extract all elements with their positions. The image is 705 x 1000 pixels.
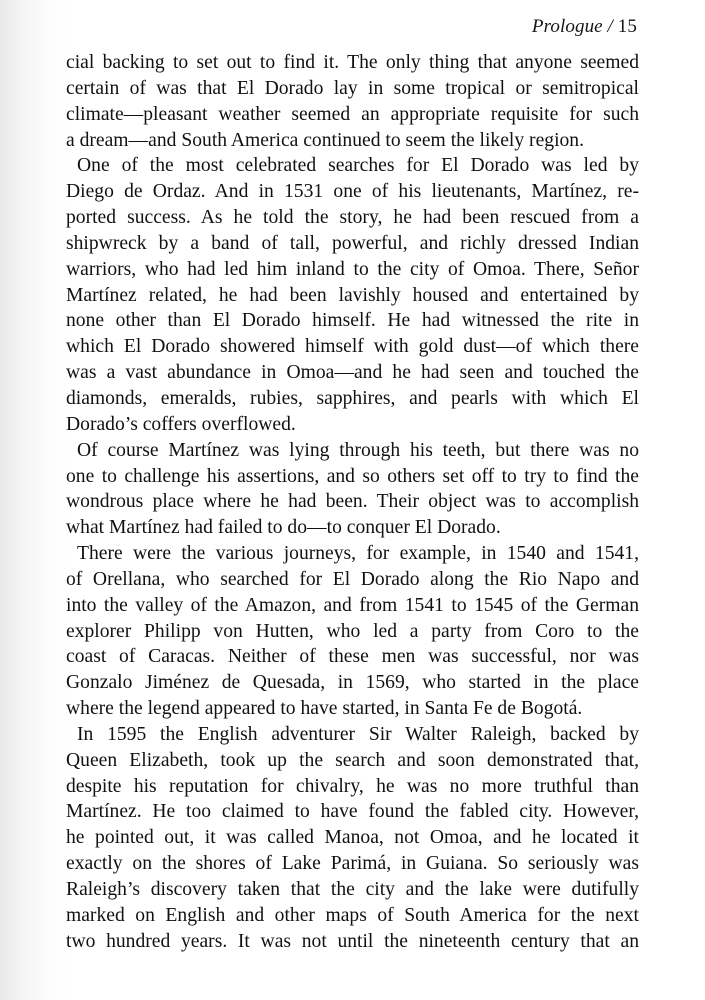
paragraph-first-line: There were the various journeys, for example, in 1540 and 1541, — [77, 543, 639, 565]
text-line: into the valley of the Amazon, and from 1541 to 1545 of the German — [66, 594, 639, 616]
body-text — [66, 50, 639, 955]
text-line: coast of Caracas. Neither of these men was successful, nor was — [66, 646, 639, 668]
paragraph-first-line: One of the most celebrated searches for El Dorado was led by — [77, 155, 639, 177]
text-line: was a vast abundance in Omoa—and he had seen and touched the — [66, 362, 639, 384]
text-line: shipwreck by a band of tall, powerful, and richly dressed Indian — [66, 232, 639, 254]
text-line: Diego de Ordaz. And in 1531 one of his lieutenants, Martínez, re- — [66, 181, 639, 203]
text-line: none other than El Dorado himself. He had witnessed the rite in — [66, 310, 639, 332]
text-line: ported success. As he told the story, he had been rescued from a — [66, 207, 639, 229]
text-line: cial backing to set out to find it. The only thing that anyone seemed — [66, 52, 639, 73]
text-line: exactly on the shores of Lake Parimá, in Guiana. So seriously was — [66, 853, 639, 875]
chapter-title: Prologue — [531, 16, 603, 37]
text-line: Queen Elizabeth, took up the search and soon demonstrated that, — [66, 749, 639, 771]
text-line: explorer Philipp von Hutten, who led a party from Coro to the — [66, 620, 639, 642]
text-line: of Orellana, who searched for El Dorado along the Rio Napo and — [66, 568, 639, 590]
text-line: certain of was that El Dorado lay in some tropical or semitropical — [66, 77, 639, 99]
text-line: wondrous place where he had been. Their object was to accomplish — [66, 491, 639, 513]
text-line: diamonds, emeralds, rubies, sapphires, and pearls with which El — [66, 387, 639, 409]
text-line: one to challenge his assertions, and so others set off to try to find the — [66, 465, 639, 487]
text-line: where the legend appeared to have started, in Santa Fe de Bogotá. — [66, 698, 583, 720]
page-number: 15 — [617, 16, 637, 37]
text-line: marked on English and other maps of South America for the next — [66, 904, 639, 926]
text-line: Martínez. He too claimed to have found the fabled city. However, — [66, 801, 639, 823]
text-line: what Martínez had failed to do—to conquer El Dorado. — [66, 517, 501, 539]
text-line: which El Dorado showered himself with gold dust—of which there — [66, 336, 639, 358]
text-line: warriors, who had led him inland to the city of Omoa. There, Señor — [66, 258, 639, 280]
text-line: Raleigh’s discovery taken that the city and the lake were dutifully — [66, 879, 639, 900]
text-line: a dream—and South America continued to seem the likely region. — [66, 129, 584, 151]
text-line: Martínez related, he had been lavishly housed and entertained by — [66, 284, 639, 306]
text-line: he pointed out, it was called Manoa, not Omoa, and he located it — [66, 827, 639, 849]
paragraph-first-line: In 1595 the English adventurer Sir Walter Raleigh, backed by — [77, 723, 639, 745]
text-line: despite his reputation for chivalry, he was no more truthful than — [66, 775, 639, 797]
running-head — [532, 16, 637, 38]
paragraph-first-line: Of course Martínez was lying through his teeth, but there was no — [77, 439, 639, 461]
running-head-separator: / — [602, 16, 618, 37]
text-line: Dorado’s coffers overflowed. — [66, 413, 296, 435]
text-line: climate—pleasant weather seemed an appropriate requisite for such — [66, 103, 639, 125]
text-line: two hundred years. It was not until the nineteenth century that an — [66, 930, 639, 952]
text-line: Gonzalo Jiménez de Quesada, in 1569, who started in the place — [66, 672, 639, 694]
